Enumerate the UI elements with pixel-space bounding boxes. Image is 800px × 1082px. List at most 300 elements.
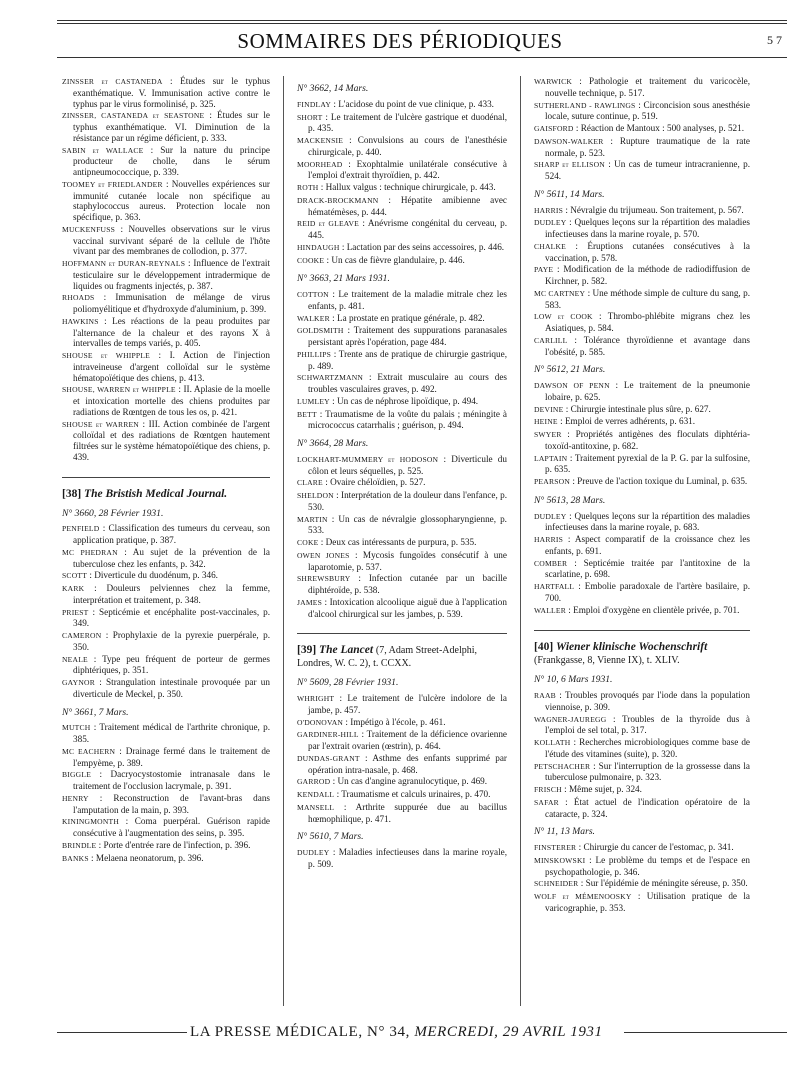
article-entry: FRISCH : Même sujet, p. 324. bbox=[534, 784, 642, 794]
article-entry: DUNDAS-GRANT : Asthme des enfants supprimé par opération intra-nasale, p. 468. bbox=[297, 752, 507, 775]
author-name: MC EACHERN bbox=[62, 746, 116, 756]
author-name: WARWICK bbox=[534, 77, 573, 86]
article-entry: HINDAUGH : Lactation par des seins accessoires, p. 446. bbox=[297, 241, 505, 252]
author-name: DAWSON-WALKER bbox=[534, 136, 604, 146]
article-entry: BANKS : Melaena neonatorum, p. 396. bbox=[62, 852, 204, 863]
article-title: Hallux valgus : technique chirurgicale, p. 443. bbox=[325, 182, 496, 192]
column-divider bbox=[520, 76, 521, 1006]
article-entry: MOORHEAD : Exophtalmie unilatérale consécutive à l'emploi d'extrait thyroïdien, p. 442. bbox=[297, 158, 507, 181]
article-title: Un cas de névralgie glossopharyngienne, p. 533. bbox=[308, 513, 507, 536]
author-name: SCHNEIDER bbox=[534, 879, 579, 889]
article-entry: MANSELL : Arthrite suppurée due au bacillus hœmophilique, p. 471. bbox=[297, 801, 508, 824]
column-1 bbox=[62, 76, 270, 865]
article-title: Éruptions cutanées consécutives à la vaccination, p. 578. bbox=[545, 240, 750, 263]
article-title: Un cas d'angine agranulocytique, p. 469. bbox=[337, 776, 488, 787]
author-name: FRISCH bbox=[534, 785, 562, 794]
author-name: RHOADS bbox=[62, 293, 95, 303]
article-title: Traumatisme et calculs urinaires, p. 470. bbox=[341, 789, 491, 799]
author-name: MARTIN bbox=[297, 514, 328, 524]
article-entry: ROTH : Hallux valgus : technique chirurgicale, p. 443. bbox=[297, 182, 496, 192]
article-entry: MACKENSIE : Convulsions au cours de l'anesthésie chirurgicale, p. 440. bbox=[297, 135, 508, 157]
article-title: Les réactions de la peau produites par l'alternance de la chaleur et des rayons X à intervalles de temps variés, p. 405. bbox=[73, 315, 270, 349]
article-entry: WARWICK : Pathologie et traitement du varicocèle, nouvelle technique, p. 517. bbox=[534, 76, 750, 98]
article-entry: KOLLATH : Recherches microbiologiques comme base de l'étude des vitamines (suite), p. 320. bbox=[534, 737, 750, 759]
author-name: HARRIS bbox=[534, 535, 564, 544]
article-entry: DUDLEY : Maladies infectieuses dans la marine royale, p. 509. bbox=[297, 847, 507, 869]
article-title: Sur l'épidémie de méningite séreuse, p. 350. bbox=[585, 878, 748, 889]
author-name: COOKE bbox=[297, 255, 325, 265]
article-title: Type peu fréquent de porteur de germes diphtériques, p. 351. bbox=[73, 653, 270, 676]
author-name: COKE bbox=[297, 538, 319, 547]
article-title: L'acidose du point de vue clinique, p. 433. bbox=[338, 98, 494, 109]
issue-heading: N° 5612, 21 Mars. bbox=[534, 364, 606, 376]
article-entry: COOKE : Un cas de fièvre glandulaire, p. 446. bbox=[297, 254, 465, 265]
author-name: DEVINE bbox=[534, 404, 564, 414]
author-name: HOFFMANN et DURAN-REYNALS bbox=[62, 259, 186, 268]
article-title: Douleurs pelviennes chez la femme, interprétation et traitement, p. 348. bbox=[73, 583, 270, 605]
article-entry: LOW et COOK : Thrombo-phlébite migrans chez les Asiatiques, p. 584. bbox=[534, 311, 751, 333]
article-title: I. Action de l'injection intraveineuse d'argent colloïdal sur le système hématopoïétique des chiens, p. 413. bbox=[73, 350, 270, 383]
article-title: Un cas de néphrose lipoïdique, p. 494. bbox=[337, 395, 479, 406]
article-entry: MINSKOWSKI : Le problème du temps et de l'espace en psychopathologie, p. 346. bbox=[534, 854, 750, 877]
article-title: Le traitement de l'ulcère gastrique et duodénal, p. 435. bbox=[308, 111, 507, 134]
article-entry: GAISFORD : Réaction de Mantoux : 500 analyses, p. 521. bbox=[534, 123, 745, 133]
article-title: Prophylaxie de la pyrexie puerpérale, p. 350. bbox=[73, 630, 270, 652]
column-3 bbox=[534, 76, 750, 915]
author-name: CAMERON bbox=[62, 631, 102, 640]
author-name: MUCKENFUSS bbox=[62, 224, 116, 234]
article-title: Strangulation intestinale provoquée par un diverticule de Meckel, p. 350. bbox=[73, 677, 270, 699]
article-title: Au sujet de la prévention de la tuberculose chez les enfants, p. 342. bbox=[73, 546, 271, 569]
author-name: DUDLEY bbox=[534, 511, 567, 521]
article-title: Asthme des enfants supprimé par opération intra-nasale, p. 468. bbox=[308, 752, 507, 775]
header-rule-top bbox=[57, 20, 787, 21]
author-name: LOCKHART-MUMMERY et HODOSON bbox=[297, 454, 439, 464]
article-entry: SAFAR : État actuel de l'indication opératoire de la cataracte, p. 324. bbox=[534, 796, 750, 819]
article-title: Lactation par des seins accessoires, p. 446. bbox=[346, 241, 505, 252]
issue-heading: N° 3663, 21 Mars 1931. bbox=[297, 273, 390, 285]
author-name: SHOUSE et WARREN bbox=[62, 419, 139, 429]
article-title: Traitement pyrexial de la P. G. par la sulfosine, p. 635. bbox=[545, 452, 750, 475]
page-title: SOMMAIRES DES PÉRIODIQUES bbox=[237, 29, 563, 53]
author-name: TOOMEY et FRIEDLANDER bbox=[62, 179, 163, 189]
author-name: LOW et COOK bbox=[534, 312, 593, 322]
article-entry: SHREWSBURY : Infection cutanée par un bacille diphtéroïde, p. 538. bbox=[297, 573, 507, 595]
author-name: DUDLEY bbox=[534, 218, 567, 228]
article-entry: WOLF et MÉMENOOSKY : Utilisation pratique de la varicographie, p. 353. bbox=[534, 891, 750, 913]
author-name: MC PHEDRAN bbox=[62, 547, 118, 557]
author-name: BANKS bbox=[62, 853, 89, 863]
author-name: HAWKINS bbox=[62, 316, 99, 326]
journal-name: Wiener klinische Wochenschrift bbox=[556, 641, 708, 654]
article-entry: KARK : Douleurs pelviennes chez la femme, interprétation et traitement, p. 348. bbox=[62, 583, 270, 605]
article-title: Immunisation de mélange de virus poliomyélitique et d'hydroxyde d'aluminium, p. 399. bbox=[73, 292, 270, 314]
author-name: DAWSON OF PENN bbox=[534, 381, 610, 390]
article-title: Melaena neonatorum, p. 396. bbox=[95, 852, 204, 863]
author-name: COTTON bbox=[297, 290, 329, 299]
article-entry: NEALE : Type peu fréquent de porteur de germes diphtériques, p. 351. bbox=[62, 653, 270, 676]
article-title: Un cas de fièvre glandulaire, p. 446. bbox=[331, 254, 465, 265]
article-title: Drainage fermé dans le traitement de l'empyème, p. 389. bbox=[73, 745, 271, 768]
article-title: Diverticule du côlon et leurs séquelles, p. 525. bbox=[308, 453, 507, 476]
issue-heading: N° 10, 6 Mars 1931. bbox=[534, 674, 613, 686]
author-name: OWEN JONES bbox=[297, 550, 350, 560]
article-title: Nouvelles observations sur le virus vaccinal survivant séparé de la cellule de l'hôte vivant par des membranes de collodion, p. 377. bbox=[73, 223, 270, 257]
author-name: BIGGLE bbox=[62, 770, 92, 780]
article-entry: DUDLEY : Quelques leçons sur la répartition des maladies infectieuses dans la marine royale, p. 570. bbox=[534, 217, 750, 239]
article-title: Traitement médical de l'arthrite chronique, p. 385. bbox=[73, 722, 271, 744]
journal-heading bbox=[534, 630, 750, 667]
author-name: SHARP et ELLISON bbox=[534, 160, 605, 170]
article-entry: WALKER : La prostate en pratique générale, p. 482. bbox=[297, 312, 485, 323]
issue-heading: N° 3662, 14 Mars. bbox=[297, 83, 369, 94]
author-name: GARROD bbox=[297, 777, 331, 787]
author-name: GAYNOR bbox=[62, 678, 95, 687]
author-name: PETSCHACHER bbox=[534, 761, 591, 771]
article-entry: CHALKE : Éruptions cutanées consécutives à la vaccination, p. 578. bbox=[534, 240, 750, 263]
article-entry: HARTFALL : Embolie paradoxale de l'artère basilaire, p. 700. bbox=[534, 581, 750, 603]
article-title: Recherches microbiologiques comme base de l'étude des vitamines (suite), p. 320. bbox=[545, 737, 750, 759]
article-title: Mycosis fungoïdes consécutif à une laparotomie, p. 537. bbox=[308, 549, 507, 572]
article-entry: COKE : Deux cas intéressants de purpura, p. 535. bbox=[297, 537, 477, 547]
article-title: Réaction de Mantoux : 500 analyses, p. 521. bbox=[580, 123, 745, 133]
author-name: KARK bbox=[62, 584, 85, 593]
article-title: Quelques leçons sur la répartition des maladies infectieuses dans la marine royale, p. 683. bbox=[545, 510, 750, 533]
author-name: MC CARTNEY bbox=[534, 288, 586, 298]
journal-name: The Lancet bbox=[319, 644, 374, 657]
journal-heading bbox=[62, 477, 270, 501]
footer-journal: LA PRESSE MÉDICALE, N° 34, bbox=[190, 1024, 410, 1040]
author-name: WALLER bbox=[534, 605, 566, 615]
author-name: WALKER bbox=[297, 313, 330, 323]
article-title: Circoncision sous anesthésie locale, suture continue, p. 519. bbox=[545, 99, 750, 122]
article-entry: PETSCHACHER : Sur l'interruption de la grossesse dans la tuberculose pulmonaire, p. 323. bbox=[534, 760, 750, 783]
article-entry: CARLILL : Tolérance thyroïdienne et avantage dans l'obésité, p. 585. bbox=[534, 334, 751, 357]
article-title: Coma puerpéral. Guérison rapide consécutive à l'augmentation des seins, p. 395. bbox=[73, 816, 270, 838]
article-title: Nouvelles expériences sur immunité cutanée locale non spécifique au staphylococcus aureus. Protection locale non spécifique, p. 363. bbox=[73, 178, 270, 222]
article-title: Le problème du temps et de l'espace en psychopathologie, p. 346. bbox=[545, 854, 750, 877]
article-title: Études sur le typhus exanthématique. VI. Diminution de la résistance par un régime déficient, p. 333. bbox=[73, 110, 271, 143]
article-title: Impétigo à l'école, p. 461. bbox=[350, 716, 446, 727]
author-name: ROTH bbox=[297, 183, 319, 192]
author-name: REID et GLEAVE bbox=[297, 219, 360, 229]
author-name: CHALKE bbox=[534, 241, 566, 251]
author-name: SAFAR bbox=[534, 797, 559, 807]
footer-date: MERCREDI, 29 AVRIL 1931 bbox=[414, 1024, 603, 1040]
article-title: Propriétés antigènes des floculats diphtéria-toxoïd-antitoxine, p. 682. bbox=[545, 429, 750, 451]
article-title: Influence de l'extrait testiculaire sur le développement intradermique de liquides ou fragments injectés, p. 387. bbox=[73, 258, 270, 291]
article-title: Un cas de tumeur intracranienne, p. 524. bbox=[545, 159, 750, 181]
article-title: Le traitement de la pneumonie lobaire, p. 625. bbox=[545, 380, 751, 402]
article-entry: SCOTT : Diverticule du duodénum, p. 346. bbox=[62, 570, 218, 581]
author-name: WOLF et MÉMENOOSKY bbox=[534, 892, 632, 901]
article-entry: HAWKINS : Les réactions de la peau produites par l'alternance de la chaleur et des rayons X à intervalles de temps variés, p. 405. bbox=[62, 315, 270, 349]
article-entry: SUTHERLAND - RAWLINGS : Circoncision sous anesthésie locale, suture continue, p. 519. bbox=[534, 99, 750, 122]
article-entry: MC EACHERN : Drainage fermé dans le traitement de l'empyème, p. 389. bbox=[62, 745, 271, 768]
article-title: Traitement des suppurations paranasales persistant après l'opération, page 484. bbox=[308, 325, 508, 347]
article-title: Arthrite suppurée due au bacillus hœmophilique, p. 471. bbox=[308, 801, 508, 824]
article-title: Troubles de la thyroïde dus à l'emploi de sel total, p. 317. bbox=[545, 713, 750, 736]
article-entry: HARRIS : Aspect comparatif de la croissance chez les enfants, p. 691. bbox=[534, 534, 750, 556]
article-title: Pathologie et traitement du varicocèle, nouvelle technique, p. 517. bbox=[545, 76, 750, 98]
article-entry: CLARE : Ovaire chéloïdien, p. 527. bbox=[297, 477, 426, 488]
issue-heading: N° 11, 13 Mars. bbox=[534, 826, 595, 838]
author-name: SHOUSE, WARREN et WHIPPLE bbox=[62, 385, 176, 395]
article-title: Modification de la méthode de radiodiffusion de Kirchner, p. 582. bbox=[545, 264, 750, 286]
author-name: BRINDLE bbox=[62, 840, 97, 850]
header-rule-bottom bbox=[57, 57, 787, 58]
article-title: Études sur le typhus exanthématique. V. Immunisation active contre le typhus par le virus formolinisé, p. 325. bbox=[73, 76, 270, 109]
author-name: WHRIGHT bbox=[297, 694, 335, 703]
footer-rule-right bbox=[624, 1032, 787, 1033]
author-name: LUMLEY bbox=[297, 396, 330, 406]
article-title: Diverticule du duodénum, p. 346. bbox=[94, 570, 218, 581]
article-entry: COTTON : Le traitement de la maladie mitrale chez les enfants, p. 481. bbox=[297, 289, 507, 311]
page-number: 5 7 bbox=[767, 33, 782, 47]
author-name: NEALE bbox=[62, 654, 88, 664]
author-name: CARLILL bbox=[534, 335, 568, 345]
article-entry: BIGGLE : Dacryocystostomie intranasale dans le traitement de l'occlusion lacrymale, p. 391. bbox=[62, 769, 270, 791]
journal-address: (7, Adam Street-Adelphi, Londres, W. C. 2), t. CCXX. bbox=[297, 645, 477, 670]
article-entry: DAWSON OF PENN : Le traitement de la pneumonie lobaire, p. 625. bbox=[534, 380, 751, 402]
article-entry: PEARSON : Preuve de l'action toxique du Luminal, p. 635. bbox=[534, 476, 748, 486]
journal-name: The Bristish Medical Journal. bbox=[84, 487, 228, 500]
journal-number: [40] bbox=[534, 641, 554, 654]
author-name: RAAB bbox=[534, 691, 556, 700]
article-title: La prostate en pratique générale, p. 482. bbox=[337, 312, 485, 323]
article-title: Classification des tumeurs du cerveau, son application pratique, p. 387. bbox=[73, 523, 270, 545]
issue-heading: N° 5609, 28 Février 1931. bbox=[297, 677, 399, 689]
article-title: État actuel de l'indication opératoire de la cataracte, p. 324. bbox=[545, 796, 750, 819]
article-title: Traumatisme de la voûte du palais ; méningite à micrococcus catarrhalis ; guérison, p. 494. bbox=[308, 408, 507, 431]
article-entry: LUMLEY : Un cas de néphrose lipoïdique, p. 494. bbox=[297, 395, 479, 406]
article-entry: PAYE : Modification de la méthode de radiodiffusion de Kirchner, p. 582. bbox=[534, 264, 750, 286]
footer-rule-left bbox=[57, 1032, 187, 1033]
page-footer bbox=[190, 1024, 603, 1041]
author-name: JAMES bbox=[297, 597, 323, 607]
article-title: II. Aplasie de la moelle et intoxication mortelle des chiens produites par radiations de Rœntgen de tous les os, p. 421. bbox=[73, 384, 271, 417]
article-entry: GARROD : Un cas d'angine agranulocytique, p. 469. bbox=[297, 776, 488, 787]
author-name: FINSTERER bbox=[534, 843, 577, 852]
article-entry: RHOADS : Immunisation de mélange de virus poliomyélitique et d'hydroxyde d'aluminium, p. 399. bbox=[62, 292, 270, 314]
article-title: Reconstruction de l'avant-bras dans l'amputation de la main, p. 393. bbox=[73, 792, 270, 815]
author-name: SWYER bbox=[534, 430, 562, 439]
author-name: BETT bbox=[297, 409, 317, 419]
author-name: SABIN et WALLACE bbox=[62, 145, 144, 155]
author-name: MACKENSIE bbox=[297, 136, 344, 145]
article-entry: LAPTAIN : Traitement pyrexial de la P. G. par la sulfosine, p. 635. bbox=[534, 452, 750, 475]
article-entry: SCHWARTZMANN : Extrait musculaire au cours des troubles vasculaires graves, p. 492. bbox=[297, 372, 507, 394]
article-entry: KININGMONTH : Coma puerpéral. Guérison rapide consécutive à l'augmentation des seins, p. 395. bbox=[62, 816, 270, 838]
article-title: Trente ans de pratique de chirurgie gastrique, p. 489. bbox=[308, 348, 507, 371]
article-title: Aspect comparatif de la croissance chez les enfants, p. 691. bbox=[545, 534, 750, 556]
article-entry: GARDINER-HILL : Traitement de la déficience ovarienne par l'extrait ovarien (œstrin), p. 464. bbox=[297, 729, 508, 751]
article-title: Hépatite amibienne avec hématémèses, p. 444. bbox=[308, 194, 507, 217]
article-title: Quelques leçons sur la répartition des maladies infectieuses dans la marine royale, p. 570. bbox=[545, 217, 750, 239]
article-entry: CAMERON : Prophylaxie de la pyrexie puerpérale, p. 350. bbox=[62, 630, 270, 652]
article-entry: DAWSON-WALKER : Rupture traumatique de la rate normale, p. 523. bbox=[534, 135, 750, 158]
author-name: GOLDSMITH bbox=[297, 326, 344, 336]
author-name: SUTHERLAND - RAWLINGS bbox=[534, 100, 636, 110]
article-entry: KENDALL : Traumatisme et calculs urinaires, p. 470. bbox=[297, 789, 491, 799]
article-entry: SHOUSE et WARREN : III. Action combinée de l'argent colloïdal et des radiations de Rœntgen hautement filtrées sur le système hématopoïétique des chiens, p. 439. bbox=[62, 418, 270, 462]
journal-heading bbox=[297, 633, 507, 670]
header-rule-top-thin bbox=[57, 23, 787, 24]
article-entry: HENRY : Reconstruction de l'avant-bras dans l'amputation de la main, p. 393. bbox=[62, 792, 270, 815]
author-name: KININGMONTH bbox=[62, 817, 120, 827]
author-name: COMBER bbox=[534, 558, 568, 568]
author-name: PEARSON bbox=[534, 477, 571, 486]
article-entry: MARTIN : Un cas de névralgie glossopharyngienne, p. 533. bbox=[297, 513, 507, 536]
article-entry: HEINE : Emploi de verres adhérents, p. 631. bbox=[534, 416, 696, 427]
article-entry: WAGNER-JAUREGG : Troubles de la thyroïde dus à l'emploi de sel total, p. 317. bbox=[534, 713, 750, 736]
article-entry: PRIEST : Septicémie et encéphalite post-vaccinales, p. 349. bbox=[62, 606, 270, 629]
author-name: HARTFALL bbox=[534, 582, 575, 591]
article-entry: BETT : Traumatisme de la voûte du palais ; méningite à micrococcus catarrhalis ; guérison, p. 494. bbox=[297, 408, 507, 431]
article-entry: MUTCH : Traitement médical de l'arthrite chronique, p. 385. bbox=[62, 722, 271, 744]
author-name: WAGNER-JAUREGG bbox=[534, 714, 607, 724]
article-title: Emploi de verres adhérents, p. 631. bbox=[564, 416, 696, 427]
author-name: ZINSSER et CASTANEDA bbox=[62, 77, 163, 86]
article-entry: GAYNOR : Strangulation intestinale provoquée par un diverticule de Meckel, p. 350. bbox=[62, 677, 270, 699]
article-entry: FINDLAY : L'acidose du point de vue clinique, p. 433. bbox=[297, 98, 494, 109]
issue-heading: N° 3661, 7 Mars. bbox=[62, 706, 129, 718]
article-entry: SHOUSE et WHIPPLE : I. Action de l'injection intraveineuse d'argent colloïdal sur le système hématopoïétique des chiens, p. 413. bbox=[62, 350, 270, 383]
author-name: PRIEST bbox=[62, 607, 89, 617]
article-title: Exophtalmie unilatérale consécutive à l'emploi d'extrait thyroïdien, p. 442. bbox=[308, 158, 507, 181]
journal-number: [39] bbox=[297, 644, 317, 657]
article-entry: WALLER : Emploi d'oxygène en clientèle privée, p. 701. bbox=[534, 604, 740, 615]
article-title: Le traitement de la maladie mitrale chez les enfants, p. 481. bbox=[308, 289, 507, 311]
article-title: Utilisation pratique de la varicographie, p. 353. bbox=[545, 891, 750, 913]
article-title: Convulsions au cours de l'anesthésie chirurgicale, p. 440. bbox=[308, 135, 508, 157]
article-entry: REID et GLEAVE : Anévrisme congénital du cerveau, p. 445. bbox=[297, 218, 508, 240]
author-name: HENRY bbox=[62, 793, 89, 803]
article-entry: SHARP et ELLISON : Un cas de tumeur intracranienne, p. 524. bbox=[534, 159, 750, 181]
article-entry: GOLDSMITH : Traitement des suppurations paranasales persistant après l'opération, page 484. bbox=[297, 325, 508, 347]
article-title: Septicémie et encéphalite post-vaccinales, p. 349. bbox=[73, 606, 270, 629]
author-name: HINDAUGH bbox=[297, 242, 340, 252]
article-entry: FINSTERER : Chirurgie du cancer de l'estomac, p. 341. bbox=[534, 842, 734, 852]
article-title: Preuve de l'action toxique du Luminal, p. 635. bbox=[577, 476, 748, 486]
issue-heading: N° 5611, 14 Mars. bbox=[534, 188, 605, 200]
article-entry: ZINSSER et CASTANEDA : Études sur le typhus exanthématique. V. Immunisation active contre le typhus par le virus formolinisé, p. 325. bbox=[62, 76, 270, 109]
author-name: PENFIELD bbox=[62, 524, 100, 534]
article-title: Septicémie traitée par l'antitoxine de la scarlatine, p. 698. bbox=[545, 557, 750, 580]
article-title: Sur l'interruption de la grossesse dans la tuberculose pulmonaire, p. 323. bbox=[545, 760, 750, 783]
article-entry: MC PHEDRAN : Au sujet de la prévention de la tuberculose chez les enfants, p. 342. bbox=[62, 546, 271, 569]
issue-heading: N° 5610, 7 Mars. bbox=[297, 831, 364, 843]
article-entry: COMBER : Septicémie traitée par l'antitoxine de la scarlatine, p. 698. bbox=[534, 557, 750, 580]
article-title: Embolie paradoxale de l'artère basilaire, p. 700. bbox=[545, 581, 750, 603]
author-name: ZINSSER, CASTANEDA et SEASTONE bbox=[62, 111, 205, 121]
article-title: Intoxication alcoolique aiguë due à l'application d'alcool chirurgical sur les jambes, p. 539. bbox=[308, 596, 507, 619]
article-entry: HARRIS : Névralgie du trijumeau. Son traitement, p. 567. bbox=[534, 204, 744, 215]
article-entry: TOOMEY et FRIEDLANDER : Nouvelles expériences sur immunité cutanée locale non spécifique au staphylococcus aureus. Protection locale non spécifique, p. 363. bbox=[62, 178, 270, 222]
article-title: Deux cas intéressants de purpura, p. 535. bbox=[325, 537, 477, 547]
author-name: MUTCH bbox=[62, 723, 91, 733]
article-entry: MUCKENFUSS : Nouvelles observations sur le virus vaccinal survivant séparé de la cellule de l'hôte vivant par des membranes de collodion, p. 377. bbox=[62, 223, 270, 257]
article-title: Ovaire chéloïdien, p. 527. bbox=[330, 477, 426, 488]
article-entry: RAAB : Troubles provoqués par l'iode dans la population viennoise, p. 309. bbox=[534, 690, 750, 712]
author-name: GAISFORD bbox=[534, 124, 574, 133]
article-entry: SHELDON : Interprétation de la douleur dans l'enfance, p. 530. bbox=[297, 490, 507, 512]
author-name: SHELDON bbox=[297, 491, 334, 500]
article-entry: HOFFMANN et DURAN-REYNALS : Influence de l'extrait testiculaire sur le développement intradermique de liquides ou fragments injectés, p. 387. bbox=[62, 258, 270, 291]
author-name: DUDLEY bbox=[297, 848, 330, 857]
article-title: Une méthode simple de culture du sang, p. 583. bbox=[545, 287, 750, 310]
article-title: Emploi d'oxygène en clientèle privée, p. 701. bbox=[573, 604, 740, 615]
article-entry: O'DONOVAN : Impétigo à l'école, p. 461. bbox=[297, 716, 446, 727]
column-divider bbox=[283, 76, 284, 1006]
issue-heading: N° 3664, 28 Mars. bbox=[297, 438, 369, 449]
article-title: Troubles provoqués par l'iode dans la population viennoise, p. 309. bbox=[545, 690, 750, 712]
article-entry: DEVINE : Chirurgie intestinale plus sûre, p. 627. bbox=[534, 403, 711, 414]
article-entry: JAMES : Intoxication alcoolique aiguë due à l'application d'alcool chirurgical sur les jambes, p. 539. bbox=[297, 596, 507, 619]
article-title: Maladies infectieuses dans la marine royale, p. 509. bbox=[308, 847, 507, 869]
article-title: Infection cutanée par un bacille diphtéroïde, p. 538. bbox=[308, 573, 507, 595]
author-name: SCHWARTZMANN bbox=[297, 373, 364, 383]
author-name: DRACK-BROCKMANN bbox=[297, 195, 379, 205]
issue-heading: N° 3660, 28 Février 1931. bbox=[62, 507, 164, 519]
article-title: Le traitement de l'ulcère indolore de la jambe, p. 457. bbox=[308, 693, 507, 715]
article-entry: SHOUSE, WARREN et WHIPPLE : II. Aplasie de la moelle et intoxication mortelle des chiens produites par radiations de Rœntgen de tous les os, p. 421. bbox=[62, 384, 271, 417]
article-entry: PHILLIPS : Trente ans de pratique de chirurgie gastrique, p. 489. bbox=[297, 348, 507, 371]
article-entry: SHORT : Le traitement de l'ulcère gastrique et duodénal, p. 435. bbox=[297, 111, 507, 134]
article-entry: SABIN et WALLACE : Sur la nature du principe producteur de cholle, dans le sérum antipneumococcique, p. 339. bbox=[62, 144, 271, 177]
article-entry: DRACK-BROCKMANN : Hépatite amibienne avec hématémèses, p. 444. bbox=[297, 194, 507, 217]
article-title: Sur la nature du principe producteur de cholle, dans le sérum antipneumococcique, p. 339. bbox=[73, 144, 271, 177]
author-name: HEINE bbox=[534, 417, 558, 427]
author-name: SHREWSBURY bbox=[297, 574, 351, 584]
journal-address: (Frankgasse, 8, Vienne IX), t. XLIV. bbox=[534, 655, 680, 667]
issue-heading: N° 5613, 28 Mars. bbox=[534, 494, 606, 506]
article-entry: ZINSSER, CASTANEDA et SEASTONE : Études sur le typhus exanthématique. VI. Diminution de la résistance par un régime déficient, p. 333. bbox=[62, 110, 271, 143]
article-title: Même sujet, p. 324. bbox=[568, 784, 642, 794]
author-name: KOLLATH bbox=[534, 738, 571, 747]
author-name: MANSELL bbox=[297, 802, 335, 812]
article-entry: PENFIELD : Classification des tumeurs du cerveau, son application pratique, p. 387. bbox=[62, 523, 270, 545]
author-name: CLARE bbox=[297, 478, 323, 488]
article-entry: DUDLEY : Quelques leçons sur la répartition des maladies infectieuses dans la marine royale, p. 683. bbox=[534, 510, 750, 533]
author-name: KENDALL bbox=[297, 790, 335, 799]
author-name: SCOTT bbox=[62, 571, 88, 581]
article-title: Chirurgie intestinale plus sûre, p. 627. bbox=[570, 403, 711, 414]
article-title: Névralgie du trijumeau. Son traitement, p. 567. bbox=[570, 204, 744, 215]
author-name: DUNDAS-GRANT bbox=[297, 753, 360, 763]
article-title: Traitement de la déficience ovarienne par l'extrait ovarien (œstrin), p. 464. bbox=[308, 729, 508, 751]
article-title: Dacryocystostomie intranasale dans le traitement de l'occlusion lacrymale, p. 391. bbox=[73, 769, 270, 791]
author-name: PAYE bbox=[534, 265, 554, 275]
author-name: LAPTAIN bbox=[534, 453, 568, 463]
author-name: O'DONOVAN bbox=[297, 717, 344, 727]
article-title: Porte d'entrée rare de l'infection, p. 396. bbox=[103, 839, 251, 850]
article-title: Anévrisme congénital du cerveau, p. 445. bbox=[308, 218, 508, 240]
article-entry: BRINDLE : Porte d'entrée rare de l'infection, p. 396. bbox=[62, 839, 251, 850]
article-title: Extrait musculaire au cours des troubles vasculaires graves, p. 492. bbox=[308, 372, 507, 394]
article-title: Interprétation de la douleur dans l'enfance, p. 530. bbox=[308, 490, 507, 512]
article-entry: MC CARTNEY : Une méthode simple de culture du sang, p. 583. bbox=[534, 287, 750, 310]
author-name: PHILLIPS bbox=[297, 349, 332, 359]
article-entry: SCHNEIDER : Sur l'épidémie de méningite séreuse, p. 350. bbox=[534, 878, 748, 889]
article-title: III. Action combinée de l'argent colloïdal et des radiations de Rœntgen hautement filtrées sur le système hématopoïétique des chiens, p. 439. bbox=[73, 418, 270, 462]
article-entry: WHRIGHT : Le traitement de l'ulcère indolore de la jambe, p. 457. bbox=[297, 693, 507, 715]
article-title: Chirurgie du cancer de l'estomac, p. 341. bbox=[583, 842, 734, 852]
author-name: MOORHEAD bbox=[297, 159, 343, 169]
column-2 bbox=[297, 76, 507, 871]
author-name: HARRIS bbox=[534, 205, 564, 215]
journal-number: [38] bbox=[62, 487, 82, 500]
